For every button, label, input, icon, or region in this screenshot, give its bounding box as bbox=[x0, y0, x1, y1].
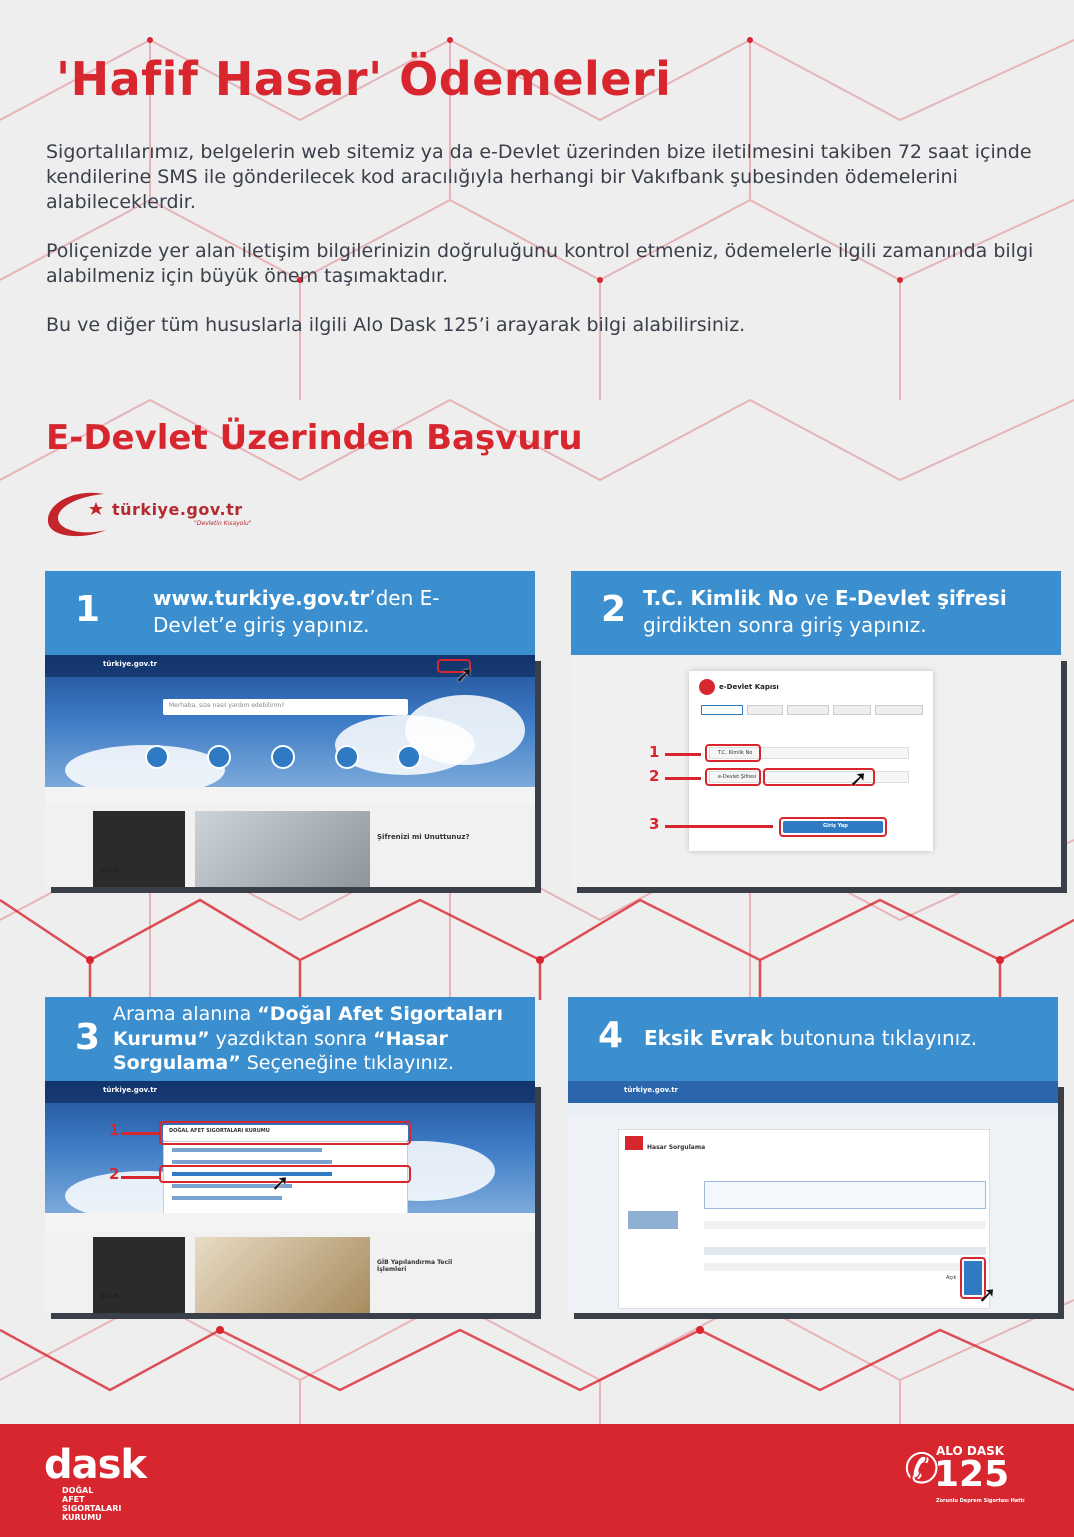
step-number: 2 bbox=[601, 589, 627, 630]
step-text-normal: girdikten sonra giriş yapınız. bbox=[643, 613, 927, 637]
step-text bbox=[644, 1025, 1054, 1052]
step-text bbox=[113, 1002, 523, 1076]
site-logo: türkiye.gov.tr bbox=[103, 660, 158, 668]
service-icon[interactable] bbox=[335, 745, 359, 769]
turkiye-gov-logo bbox=[44, 486, 274, 542]
site-navbar bbox=[45, 1081, 535, 1103]
tab-edevlet-sifresi[interactable] bbox=[701, 705, 743, 715]
edevlet-seal-icon bbox=[699, 679, 715, 695]
login-box-title: e-Devlet Kapısı bbox=[719, 683, 779, 691]
marker-2: 2 bbox=[109, 1165, 120, 1183]
tab[interactable] bbox=[747, 705, 783, 715]
cursor-icon: ➚ bbox=[271, 1171, 290, 1196]
step-text-bold: E-Devlet şifresi bbox=[834, 586, 1007, 610]
site-logo: türkiye.gov.tr bbox=[624, 1086, 679, 1094]
step-screenshot bbox=[45, 1081, 535, 1313]
cursor-icon: ➚ bbox=[455, 663, 474, 688]
ataturk-photo bbox=[93, 1237, 185, 1313]
alo-dask-number: 125 bbox=[934, 1454, 1010, 1495]
site-logo: türkiye.gov.tr bbox=[103, 1086, 158, 1094]
marker-1: 1 bbox=[109, 1121, 120, 1139]
service-icon[interactable] bbox=[397, 745, 421, 769]
logo-slogan: "Devletin Kısayolu" bbox=[194, 520, 252, 527]
step-card-1 bbox=[45, 571, 535, 887]
step-card-3 bbox=[45, 997, 535, 1313]
tc-kimlik-field[interactable]: T.C. Kimlik No bbox=[709, 747, 909, 759]
ataturk-photo bbox=[93, 811, 185, 887]
marker-1: 1 bbox=[649, 743, 660, 761]
service-icon[interactable] bbox=[271, 745, 295, 769]
step-text-normal: Arama alanına bbox=[113, 1003, 258, 1025]
status-text: Açık bbox=[946, 1275, 957, 1281]
step-text-bold: T.C. Kimlik No bbox=[643, 586, 799, 610]
step-number: 4 bbox=[598, 1015, 624, 1056]
promo-title: Şifrenizi mi Unuttunuz? bbox=[377, 833, 470, 841]
dask-subtitle: DOĞAL AFET SIGORTALARI KURUMU bbox=[62, 1486, 122, 1522]
step-screenshot bbox=[568, 1081, 1058, 1313]
login-button[interactable]: Giriş Yap bbox=[783, 821, 883, 833]
step-text-bold: Eksik Evrak bbox=[644, 1026, 774, 1050]
service-icon[interactable] bbox=[207, 745, 231, 769]
step-text-normal: ’den E-Devlet’e giriş yapınız. bbox=[153, 586, 440, 637]
atam-caption: ATAM bbox=[100, 1293, 119, 1300]
dask-logo bbox=[44, 1442, 147, 1522]
step-text-bold: “Doğal Afet Sigortaları Kurumu” bbox=[113, 1003, 504, 1050]
step-text bbox=[643, 585, 1053, 639]
promo-title: GİB Yapılandırma Tecil İşlemleri bbox=[377, 1259, 453, 1273]
step-card-header bbox=[45, 571, 535, 655]
phone-handset-icon: ✆ bbox=[904, 1444, 940, 1493]
service-icon[interactable] bbox=[145, 745, 169, 769]
info-box bbox=[704, 1181, 986, 1209]
step-screenshot bbox=[571, 655, 1061, 887]
step-card-header bbox=[568, 997, 1058, 1081]
step-text bbox=[153, 585, 523, 639]
step-number: 1 bbox=[75, 589, 101, 630]
sidebar-info bbox=[628, 1167, 688, 1237]
step-card-header bbox=[45, 997, 535, 1081]
tab[interactable] bbox=[875, 705, 923, 715]
step-text-normal: butonuna tıklayınız. bbox=[773, 1026, 978, 1050]
contact-info-paragraph: Poliçenizde yer alan iletişim bilgilerinizin doğruluğunu kontrol etmeniz, ödemelerle ilgili zamanında bilgi alabilmeniz için büyük önem taşımaktadır. bbox=[46, 240, 1034, 287]
step-number: 3 bbox=[75, 1017, 101, 1058]
site-hero bbox=[45, 655, 535, 805]
alo-dask-subtitle: Zorunlu Deprem Sigortası Hattı bbox=[936, 1498, 1025, 1504]
site-bottom-area bbox=[45, 805, 535, 887]
page-title: 'Hafif Hasar' Ödemeleri bbox=[56, 52, 672, 106]
edevlet-login-box bbox=[689, 671, 933, 851]
step-text-bold: “Hasar Sorgulama” bbox=[113, 1027, 448, 1074]
coins-photo bbox=[195, 1237, 370, 1313]
site-search-input[interactable]: DOĞAL AFET SIGORTALARI KURUMU bbox=[163, 1125, 408, 1141]
marker-2: 2 bbox=[649, 767, 660, 785]
marker-3: 3 bbox=[649, 815, 660, 833]
section-title: E-Devlet Üzerinden Başvuru bbox=[46, 418, 583, 458]
dask-wordmark: dask bbox=[44, 1442, 147, 1488]
cursor-icon: ➚ bbox=[849, 767, 868, 792]
password-field[interactable]: e-Devlet Şifresi bbox=[709, 771, 909, 783]
tab[interactable] bbox=[787, 705, 829, 715]
step-text-normal: Seçeneğine tıklayınız. bbox=[240, 1052, 454, 1074]
cursor-icon: ➚ bbox=[978, 1283, 997, 1308]
breadcrumb bbox=[568, 1103, 1058, 1115]
step-card-4 bbox=[568, 997, 1058, 1313]
dask-small-logo bbox=[625, 1136, 643, 1150]
tablet-photo bbox=[195, 811, 370, 887]
logo-text: türkiye.gov.tr bbox=[112, 500, 243, 519]
alo-dask-paragraph: Bu ve diğer tüm hususlarla ilgili Alo Dask 125’i arayarak bilgi alabilirsiniz. bbox=[46, 314, 746, 336]
crescent-swoosh-icon bbox=[44, 486, 114, 542]
step-text-normal: yazdıktan sonra bbox=[209, 1027, 374, 1050]
site-bottom-area bbox=[45, 1231, 535, 1313]
step-card-header bbox=[571, 571, 1061, 655]
tab[interactable] bbox=[833, 705, 871, 715]
site-hero bbox=[45, 1081, 535, 1231]
site-search-input[interactable]: Merhaba, size nasıl yardım edebilirim? bbox=[163, 699, 408, 715]
step-screenshot bbox=[45, 655, 535, 887]
step-text-normal: ve bbox=[798, 586, 835, 610]
intro-paragraph: Sigortalılarımız, belgelerin web sitemiz ya da e-Devlet üzerinden bize iletilmesini takiben 72 saat içinde kendilerine SMS ile gönderilecek kod aracılığıyla herhangi bir Vakıfbank şubesinden ödemelerini alabileceklerdir. bbox=[46, 141, 1032, 213]
step-text-bold: www.turkiye.gov.tr bbox=[153, 586, 370, 610]
alo-dask-125-logo bbox=[904, 1444, 1034, 1514]
step-card-2 bbox=[571, 571, 1061, 887]
panel-title: Hasar Sorgulama bbox=[647, 1144, 706, 1151]
site-navbar bbox=[568, 1081, 1058, 1103]
alo-dask-title: ALO DASK bbox=[936, 1444, 1005, 1458]
atam-caption: ATAM bbox=[100, 867, 119, 874]
